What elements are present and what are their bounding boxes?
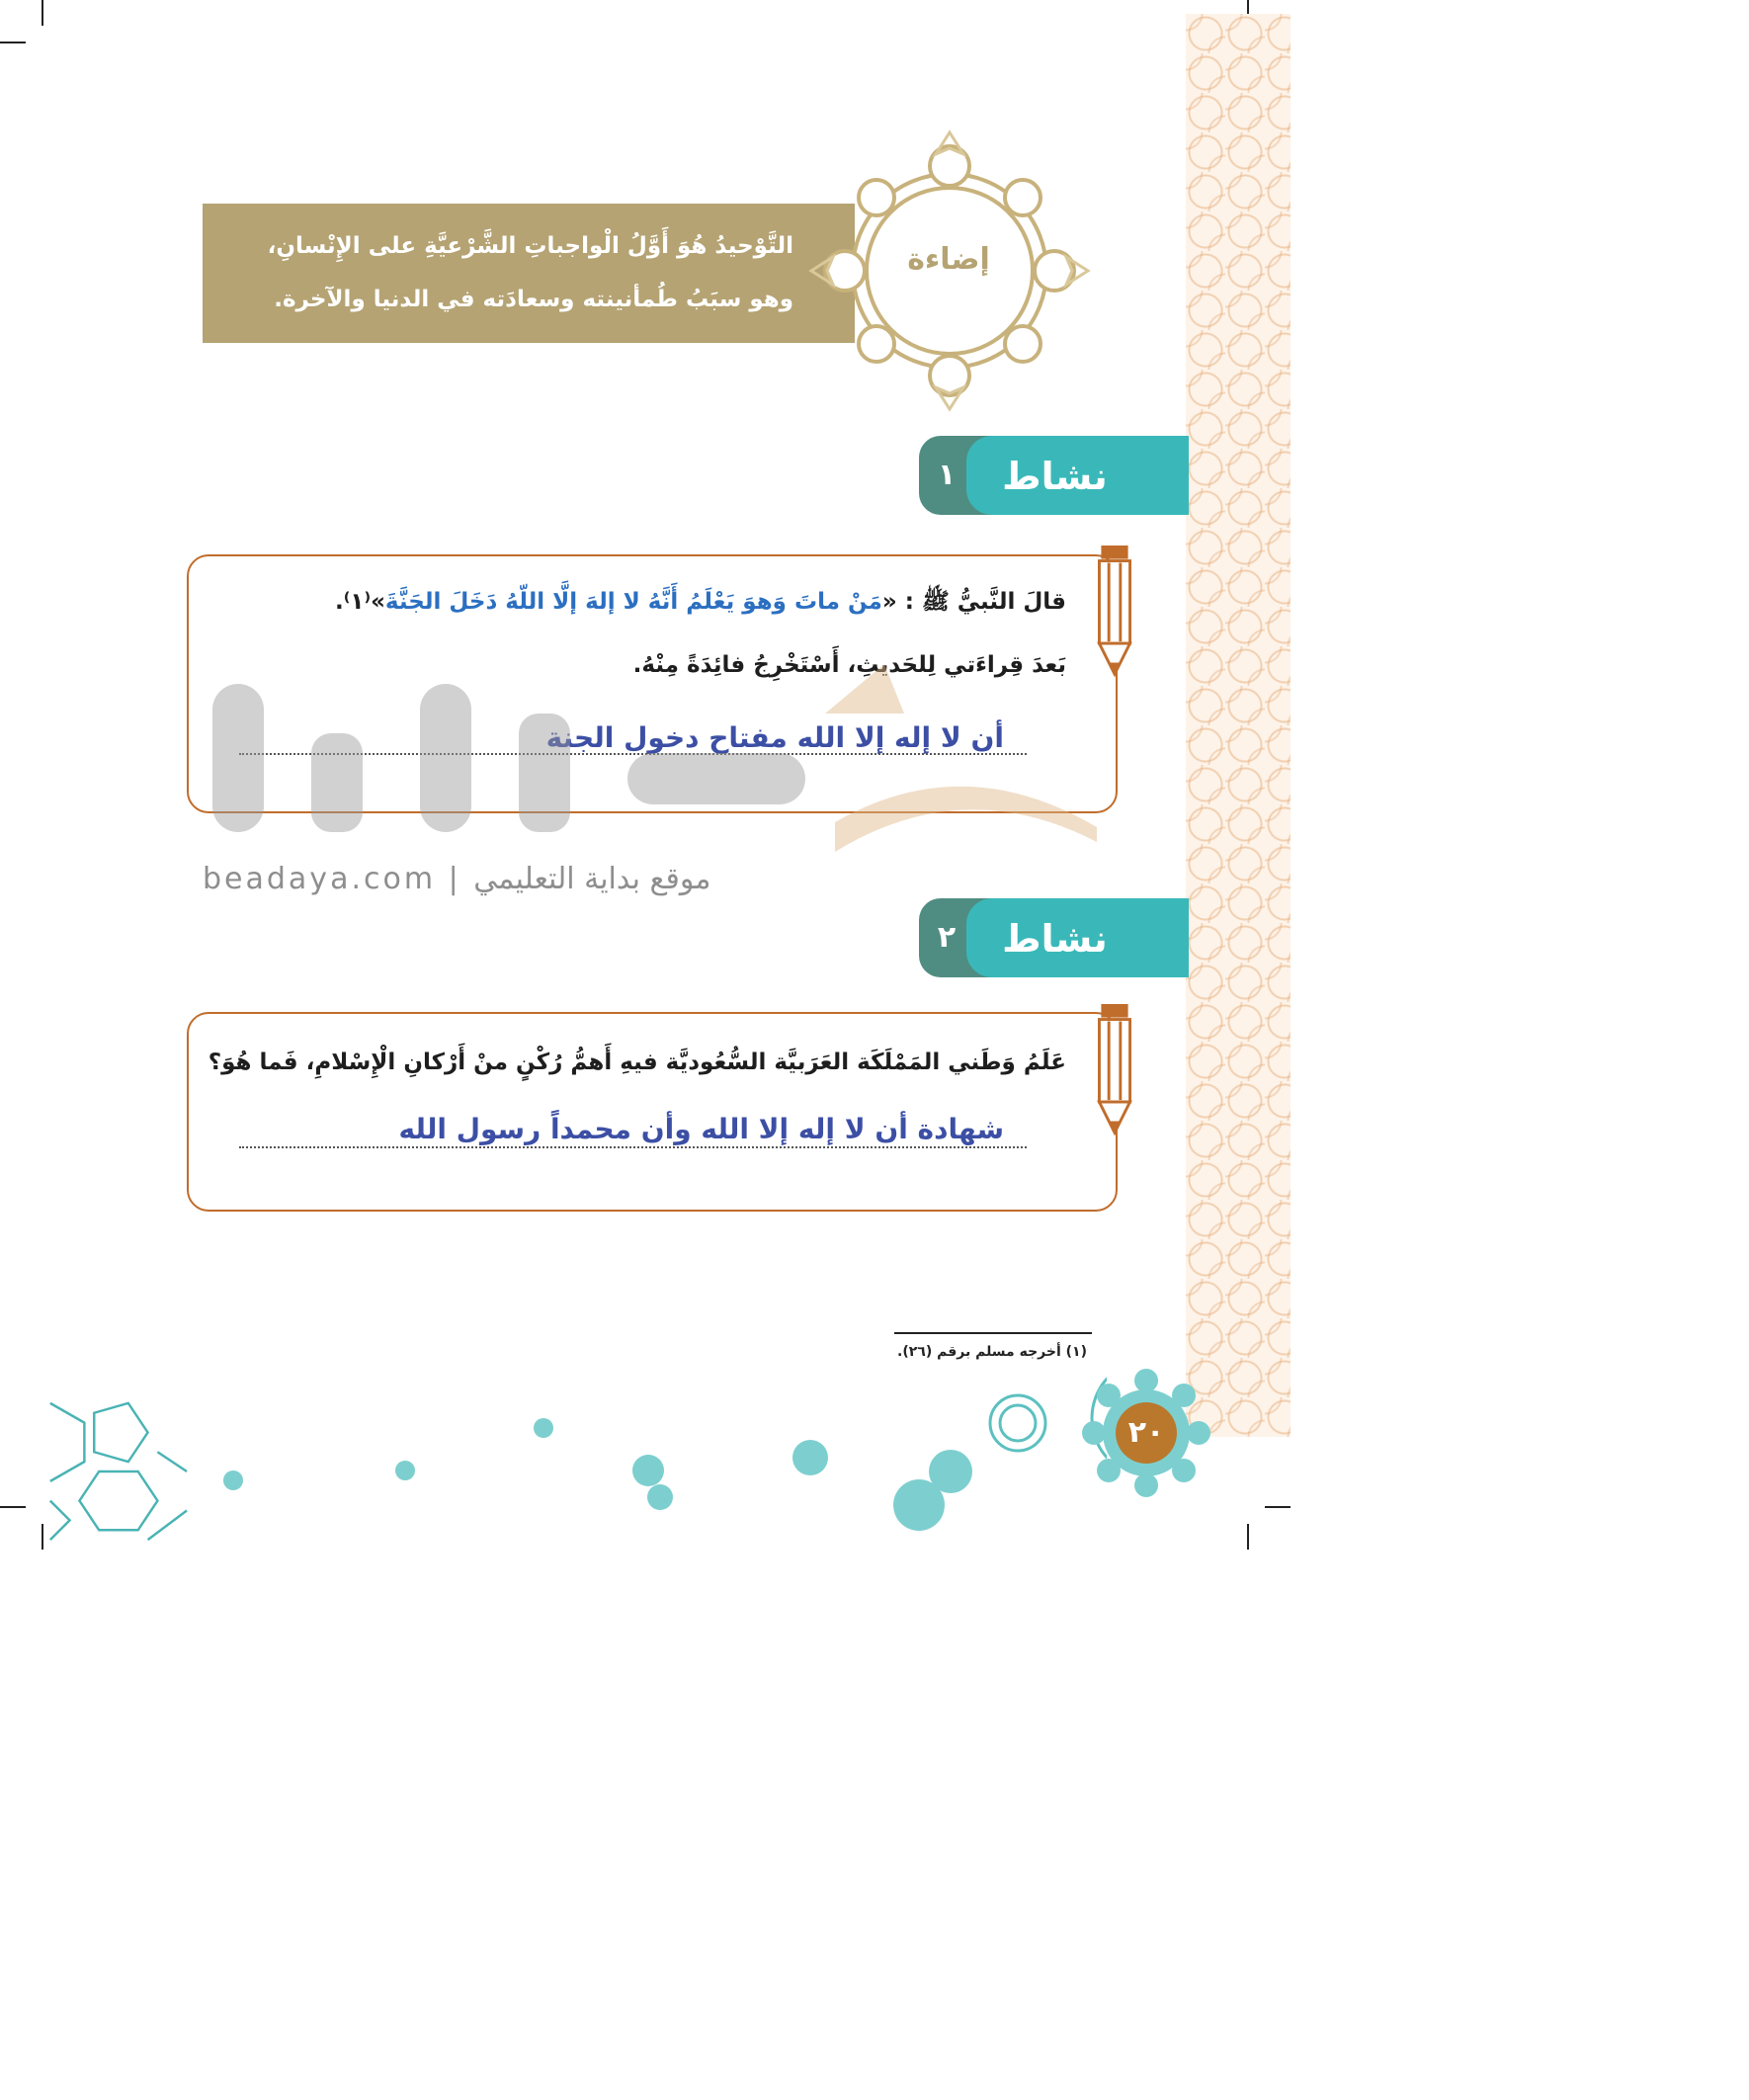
watermark-text: beadaya.com | موقع بداية التعليمي — [203, 862, 711, 896]
watermark-logo-icon — [193, 654, 1102, 852]
page-number: ٢٠ — [1116, 1402, 1177, 1464]
hadith-suffix: »⁽١⁾. — [335, 589, 385, 615]
footnote: (١) أخرجه مسلم برقم (٢٦). — [897, 1344, 1087, 1360]
crop-mark — [1247, 1524, 1249, 1550]
pencil-icon — [1095, 1004, 1134, 1138]
activity-1-answer: أن لا إله إلا الله مفتاح دخول الجنة — [545, 721, 1004, 754]
crop-mark — [1265, 1506, 1291, 1508]
activity-2-answer: شهادة أن لا إله إلا الله وأن محمداً رسول الله — [398, 1113, 1004, 1145]
highlight-line-1: التَّوْحيدُ هُوَ أَوَّلُ الْواجباتِ الشَّرْعيَّةِ على الإِنْسانِ، — [267, 233, 793, 259]
activity-2-number: ٢ — [937, 920, 957, 955]
footnote-rule — [894, 1332, 1092, 1334]
crop-mark — [0, 42, 26, 43]
crop-mark — [0, 1506, 26, 1508]
rosette-decoration — [217, 1369, 1107, 1547]
hadith-text: مَنْ ماتَ وَهوَ يَعْلَمُ أَنَّهُ لا إلهَ إلَّا اللّهُ دَخَلَ الجَنَّةَ — [384, 589, 882, 615]
activity-1-instruction: بَعدَ قِراءَتي لِلحَديثِ، أَسْتَخْرِجُ فائِدَةً مِنْهُ. — [632, 652, 1066, 678]
hadith-prefix: قالَ النَّبيُّ ﷺ : « — [881, 589, 1066, 615]
highlight-label: إضاءة — [907, 242, 990, 277]
activity-1-hadith-line — [335, 587, 1066, 621]
activity-2-answer-line — [239, 1146, 1027, 1148]
decorative-side-pattern — [1186, 14, 1291, 1437]
highlight-text — [222, 219, 793, 326]
activity-1-title: نشاط — [1002, 455, 1108, 498]
activity-2-box — [187, 1012, 1118, 1212]
geometric-corner-pattern — [40, 1393, 188, 1550]
highlight-line-2: وهو سبَبُ طُمأنينته وسعادَته في الدنيا والآخرة. — [274, 287, 793, 312]
activity-2-question: عَلَمُ وَطَني المَمْلَكَة العَرَبيَّة السُّعُوديَّة فيهِ أَهمُّ رُكْنٍ منْ أَرْكانِ الْإِسْلامِ، فَما هُوَ؟ — [208, 1050, 1066, 1075]
activity-2-title: نشاط — [1002, 917, 1108, 961]
crop-mark — [42, 0, 43, 26]
activity-1-number: ١ — [937, 458, 957, 492]
